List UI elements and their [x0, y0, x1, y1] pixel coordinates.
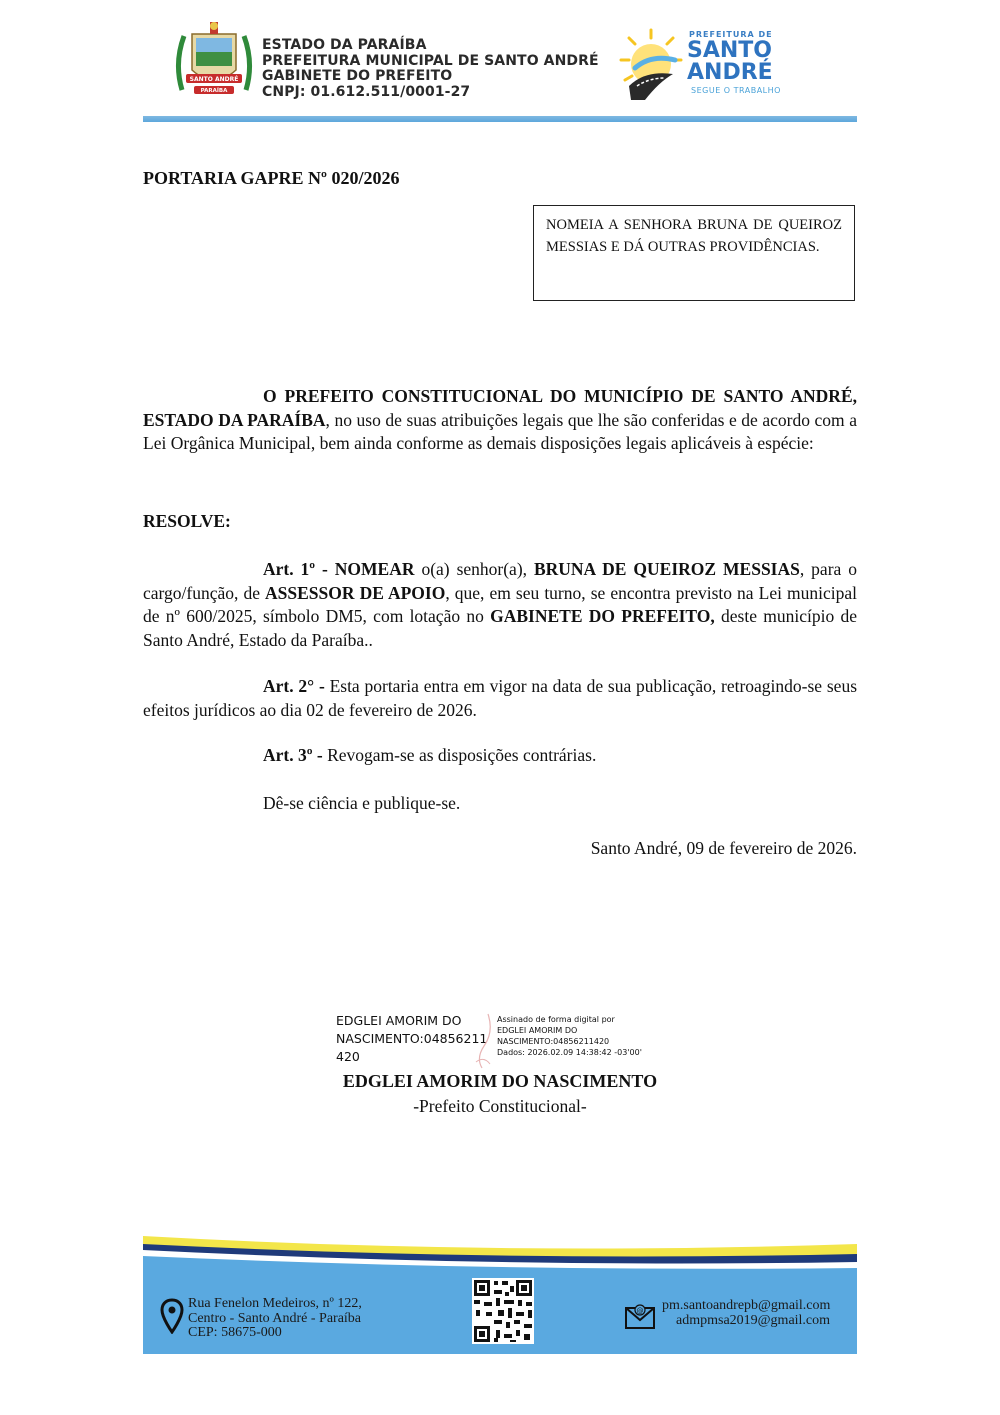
- header-line-state: ESTADO DA PARAÍBA: [262, 37, 427, 53]
- article-1: [143, 558, 857, 652]
- sig-info-line-4: Dados: 2026.02.09 14:38:42 -03'00': [497, 1048, 642, 1057]
- preamble-bold: O PREFEITO CONSTITUCIONAL DO MUNICÍPIO DE SANTO ANDRÉ, ESTADO DA PARAÍBA: [143, 386, 857, 430]
- document-date: Santo André, 09 de fevereiro de 2026.: [590, 838, 857, 858]
- address-line-3: CEP: 58675-000: [188, 1325, 282, 1340]
- crest-banner-text: SANTO ANDRÉ: [189, 76, 239, 83]
- address-line-1: Rua Fenelon Medeiros, nº 122,: [188, 1296, 362, 1311]
- sig-info-line-3: NASCIMENTO:04856211420: [497, 1037, 610, 1046]
- signer-role: -Prefeito Constitucional-: [413, 1096, 587, 1116]
- cert-line-2: NASCIMENTO:04856211: [336, 1031, 488, 1046]
- header-line-cnpj: CNPJ: 01.612.511/0001-27: [262, 83, 471, 100]
- header-institution-lines: [262, 38, 599, 100]
- sun-road-icon: [615, 24, 687, 104]
- footer-emails: [662, 1298, 830, 1328]
- header-line-gabinete: GABINETE DO PREFEITO: [262, 68, 453, 84]
- document-title: PORTARIA GAPRE Nº 020/2026: [143, 168, 400, 188]
- municipal-crest-logo: [172, 18, 256, 102]
- art2-label: Art. 2° -: [263, 676, 325, 696]
- address-line-2: Centro - Santo André - Paraíba: [188, 1310, 362, 1326]
- article-2: [143, 675, 857, 722]
- digital-signature-info: [497, 1014, 642, 1058]
- cert-line-1: EDGLEI AMORIM DO: [336, 1013, 462, 1028]
- header-divider: [143, 116, 857, 122]
- footer-address: [188, 1297, 362, 1341]
- crest-state-text: PARAÍBA: [200, 88, 228, 94]
- art1-text-4: deste município de Santo André, Estado da Paraíba..: [143, 606, 857, 650]
- ementa-box: NOMEIA A SENHORA BRUNA DE QUEIROZ MESSIAS E DÁ OUTRAS PROVIDÊNCIAS.: [533, 205, 855, 301]
- digital-cert-name: [336, 1012, 487, 1066]
- art1-text-1: o(a) senhor(a),: [414, 559, 534, 579]
- sig-info-line-1: Assinado de forma digital por: [497, 1015, 615, 1024]
- art3-text: Revogam-se as disposições contrárias.: [322, 745, 597, 765]
- preamble-text: , no uso de suas atribuições legais que lhe são conferidas e de acordo com a Lei Orgânica Municipal, bem ainda conforme as demais disposições legais aplicáveis à espécie:: [143, 409, 857, 453]
- logo-tagline: SEGUE O TRABALHO: [691, 86, 781, 95]
- article-3: [143, 744, 857, 768]
- closing-line: Dê-se ciência e publique-se.: [263, 793, 461, 813]
- signature-flourish-icon: [470, 1012, 500, 1070]
- signer-name: EDGLEI AMORIM DO NASCIMENTO: [342, 1071, 658, 1091]
- art1-text-3: , que, em seu turno, se encontra previsto na Lei municipal de nº 600/2025, símbolo DM5, com lotação no: [143, 582, 857, 626]
- location-pin-icon: [160, 1298, 184, 1334]
- art1-dept: GABINETE DO PREFEITO,: [490, 606, 715, 626]
- art2-text: Esta portaria entra em vigor na data de sua publicação, retroagindo-se seus efeitos jurídicos ao dia 02 de fevereiro de 2026.: [143, 676, 857, 720]
- santo-andre-logo: [615, 24, 795, 104]
- art1-label: Art. 1º - NOMEAR: [263, 559, 415, 579]
- art3-label: Art. 3º -: [263, 745, 323, 765]
- qr-code-icon: [472, 1278, 534, 1344]
- art1-nominee: BRUNA DE QUEIROZ MESSIAS: [533, 559, 800, 579]
- sig-info-line-2: EDGLEI AMORIM DO: [497, 1026, 578, 1035]
- email-line-1: pm.santoandrepb@gmail.com: [662, 1298, 831, 1313]
- email-envelope-icon: [624, 1302, 656, 1330]
- art1-role: ASSESSOR DE APOIO: [265, 582, 446, 603]
- preamble-paragraph: [143, 385, 857, 456]
- header-line-prefeitura: PREFEITURA MUNICIPAL DE SANTO ANDRÉ: [262, 52, 599, 69]
- resolve-heading: RESOLVE:: [143, 511, 231, 531]
- logo-line-1: SANTO: [687, 38, 772, 63]
- logo-prefix: PREFEITURA DE: [689, 30, 773, 39]
- logo-line-2: ANDRÉ: [687, 60, 773, 85]
- svg-text:@: @: [636, 1307, 644, 1315]
- email-line-2: admpmsa2019@gmail.com: [676, 1313, 831, 1328]
- art1-text-2: , para o cargo/função, de: [143, 559, 857, 603]
- cert-line-3: 420: [336, 1049, 360, 1064]
